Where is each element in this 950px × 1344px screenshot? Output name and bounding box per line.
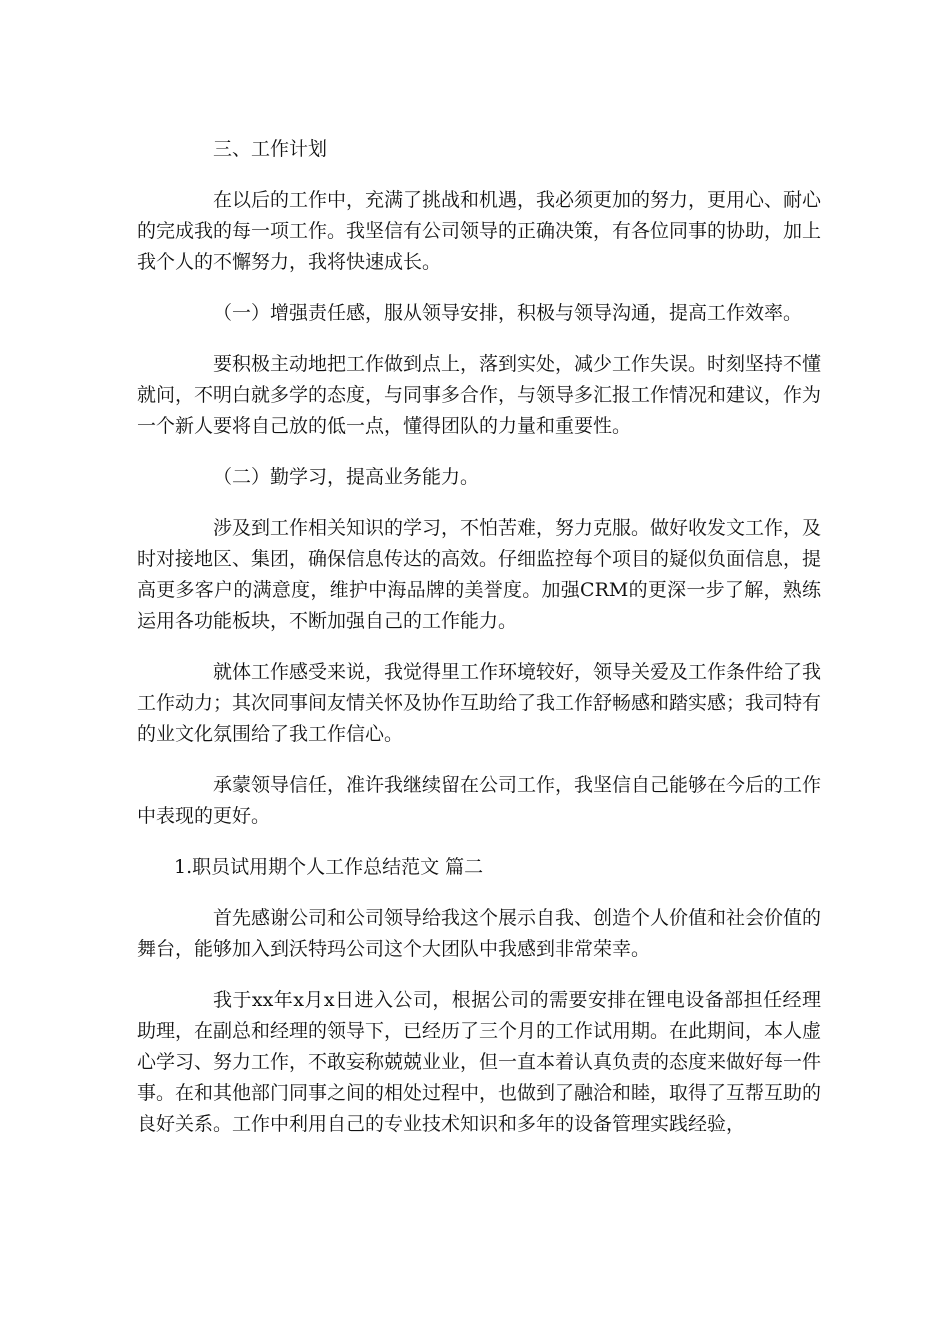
paragraph-work-plan-intro: 在以后的工作中，充满了挑战和机遇，我必须更加的努力，更用心、耐心的完成我的每一项工作。我坚信有公司领导的正确决策，有各位同事的协助，加上我个人的不懈努力，我将快速成长。 bbox=[137, 189, 822, 273]
article-heading-part-two: 1.职员试用期个人工作总结范文 篇二 bbox=[174, 856, 484, 878]
paragraph-study: 涉及到工作相关知识的学习，不怕苦难，努力克服。做好收发文工作，及时对接地区、集团，确保信息传达的高效。仔细监控每个项目的疑似负面信息，提高更多客户的满意度，维护中海品牌的美誉度。加强CRM的更深一步了解，熟练运用各功能板块，不断加强自己的工作能力。 bbox=[137, 517, 822, 632]
section-heading: 三、工作计划 bbox=[213, 138, 328, 160]
paragraph-gratitude: 承蒙领导信任，准许我继续留在公司工作，我坚信自己能够在今后的工作中表现的更好。 bbox=[137, 774, 822, 827]
subheading-study: （二）勤学习，提高业务能力。 bbox=[213, 466, 480, 488]
paragraph-thanks: 首先感谢公司和公司领导给我这个展示自我、创造个人价值和社会价值的舞台，能够加入到沃特玛公司这个大团队中我感到非常荣幸。 bbox=[137, 907, 822, 960]
subheading-responsibility: （一）增强责任感，服从领导安排，积极与领导沟通，提高工作效率。 bbox=[213, 302, 803, 324]
paragraph-responsibility: 要积极主动地把工作做到点上，落到实处，减少工作失误。时刻坚持不懂就问，不明白就多学的态度，与同事多合作，与领导多汇报工作情况和建议，作为一个新人要将自己放的低一点，懂得团队的力量和重要性。 bbox=[137, 353, 822, 437]
document-body bbox=[137, 134, 821, 1140]
paragraph-probation: 我于xx年x月x日进入公司，根据公司的需要安排在锂电设备部担任经理助理，在副总和经理的领导下，已经历了三个月的工作试用期。在此期间，本人虚心学习、努力工作，不敢妄称兢兢业业，但一直本着认真负责的态度来做好每一件事。在和其他部门同事之间的相处过程中，也做到了融洽和睦，取得了互帮互助的良好关系。工作中利用自己的专业技术知识和多年的设备管理实践经验， bbox=[137, 989, 822, 1135]
paragraph-work-feelings: 就体工作感受来说，我觉得里工作环境较好，领导关爱及工作条件给了我工作动力；其次同事间友情关怀及协作互助给了我工作舒畅感和踏实感；我司特有的业文化氛围给了我工作信心。 bbox=[137, 661, 822, 745]
